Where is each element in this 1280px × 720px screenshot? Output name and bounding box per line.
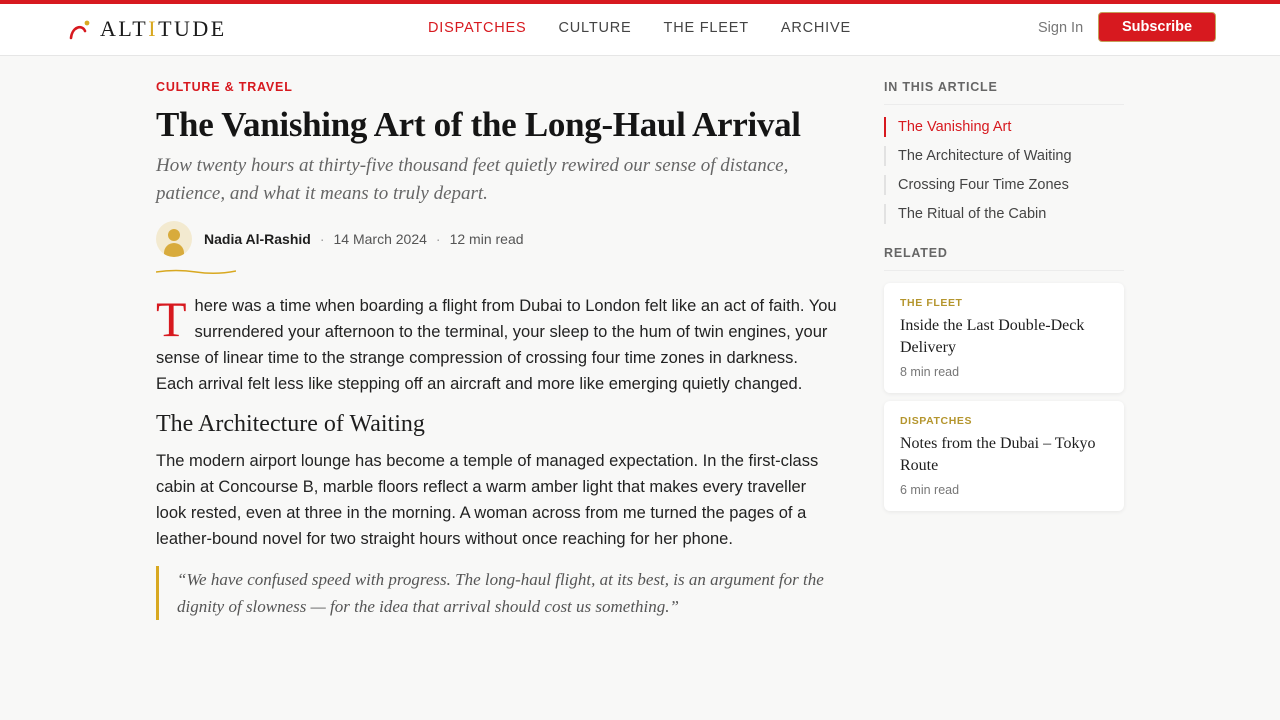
site-header [0,4,1280,56]
publish-date: 14 March 2024 [333,231,427,247]
related-card[interactable] [884,401,1124,511]
article-sidebar [884,80,1124,511]
author-name[interactable]: Nadia Al-Rashid [204,231,311,247]
related-card-title[interactable]: Notes from the Dubai – Tokyo Route [900,435,1096,474]
related-card-title[interactable]: Inside the Last Double-Deck Delivery [900,317,1085,356]
related-card-tag: THE FLEET [900,297,963,309]
article-kicker[interactable]: CULTURE & TRAVEL [156,80,293,94]
read-time: 12 min read [449,231,524,247]
byline [156,220,840,258]
toc-item-vanishing-art[interactable]: The Vanishing Art [884,117,1124,137]
article-title: The Vanishing Art of the Long-Haul Arrival [156,105,801,144]
nav-dispatches[interactable]: DISPATCHES [428,20,527,36]
divider-squiggle [156,268,236,276]
related-card-tag: DISPATCHES [900,415,973,427]
related-card[interactable] [884,283,1124,393]
sign-in-link[interactable]: Sign In [1038,20,1084,36]
toc-item-architecture-of-waiting[interactable]: The Architecture of Waiting [884,146,1124,166]
byline-separator: · [319,231,325,247]
subscribe-button[interactable]: Subscribe [1098,12,1216,42]
nav-the-fleet[interactable]: THE FLEET [663,20,749,36]
site-logo[interactable] [68,16,227,42]
logo-wordmark: ALTITUDE [100,16,227,41]
pull-quote: “We have confused speed with progress. The long-haul flight, at its best, is an argument for the dignity of slowness — for the idea that arrival should cost us something.” [156,566,840,620]
nav-archive[interactable]: ARCHIVE [780,20,851,36]
article [156,80,840,620]
article-dek: How twenty hours at thirty-five thousand feet quietly rewired our sense of distance, patience, and what it means to truly depart. [156,155,789,204]
lead-paragraph: There was a time when boarding a flight from Dubai to London felt like an act of faith. You surrendered your afternoon to the terminal, your sleep to the hum of twin engines, your sense of linear time to the strange compression of crossing four time zones in darkness. Each arrival felt less like stepping off an aircraft and more like emerging quietly changed. [156,291,837,393]
main-nav [428,20,851,36]
byline-separator: · [435,231,441,247]
drop-cap: T [156,291,187,347]
author-avatar[interactable] [156,221,192,257]
table-of-contents [884,117,1124,224]
related-title: RELATED [884,246,1124,271]
toc-item-ritual-of-cabin[interactable]: The Ritual of the Cabin [884,204,1124,224]
logo-arc-icon [68,17,92,41]
related-card-read-time: 8 min read [900,365,960,379]
body-paragraph: The modern airport lounge has become a temple of managed expectation. In the first-class cabin at Concourse B, marble floors reflect a warm amber light that makes every traveller look rested, even at three in the morning. A woman across from me turned the pages of a leather-bound novel for two straight hours without once reaching for her phone. [156,452,819,548]
section-heading: The Architecture of Waiting [156,411,425,437]
related-card-read-time: 6 min read [900,483,960,497]
toc-item-crossing-time-zones[interactable]: Crossing Four Time Zones [884,175,1124,195]
nav-culture[interactable]: CULTURE [558,20,632,36]
toc-title: IN THIS ARTICLE [884,80,1124,105]
